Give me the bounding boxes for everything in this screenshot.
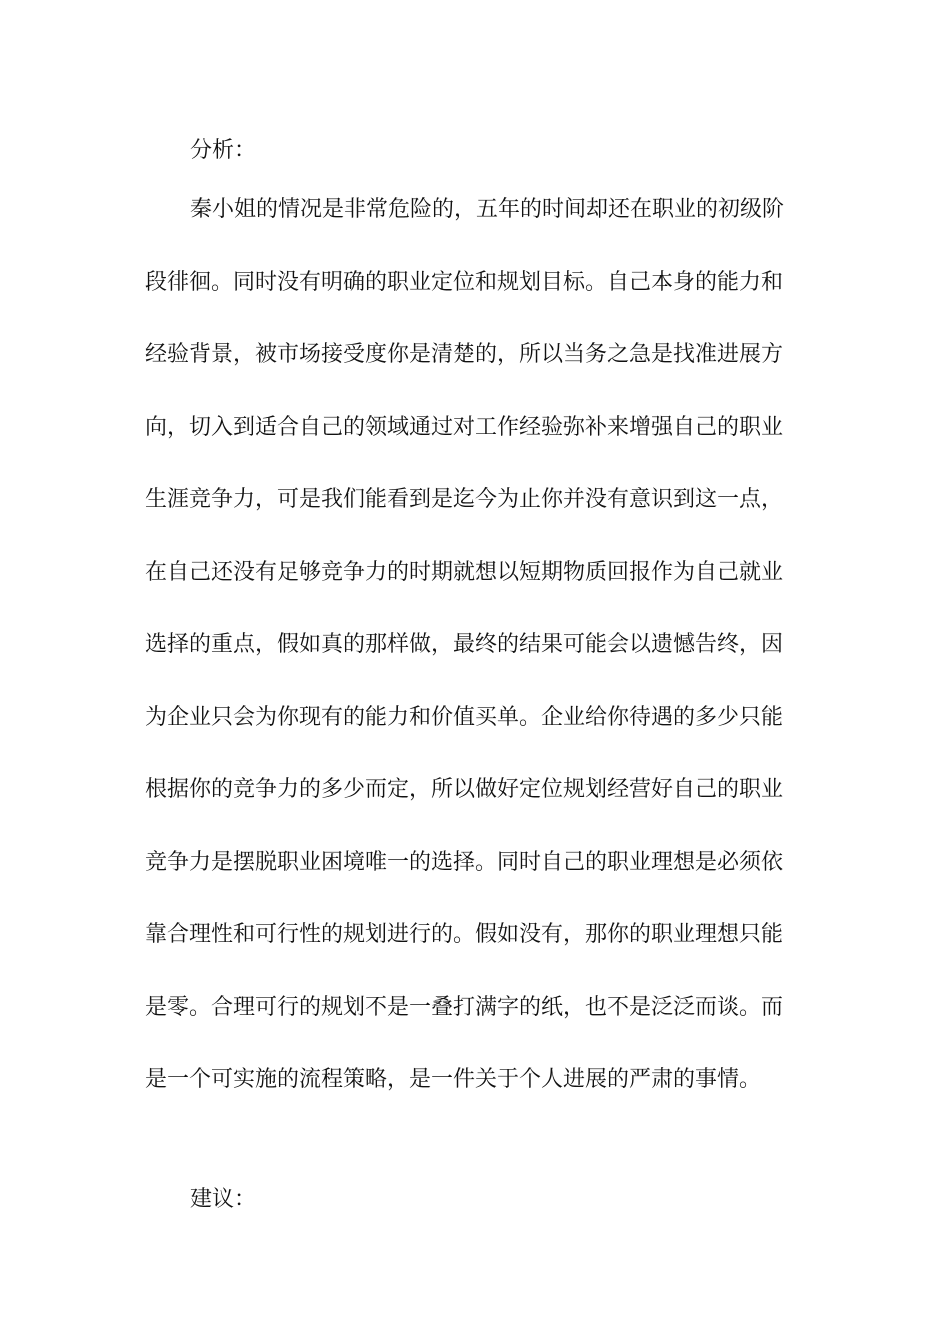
paragraph-line: 向，切入到适合自己的领域通过对工作经验弥补来增强自己的职业 bbox=[145, 414, 784, 440]
paragraph-line: 段徘徊。同时没有明确的职业定位和规划目标。自己本身的能力和 bbox=[145, 269, 784, 295]
analysis-paragraph bbox=[145, 195, 805, 1138]
paragraph-line: 靠合理性和可行性的规划进行的。假如没有，那你的职业理想只能 bbox=[145, 922, 784, 947]
paragraph-line: 是一个可实施的流程策略，是一件关于个人进展的严肃的事情。 bbox=[145, 1067, 762, 1092]
paragraph-line: 经验背景，被市场接受度你是清楚的，所以当务之急是找准进展方 bbox=[145, 342, 784, 367]
paragraph-line: 秦小姐的情况是非常危险的，五年的时间却还在职业的初级阶 bbox=[190, 197, 785, 222]
paragraph-line: 竞争力是摆脱职业困境唯一的选择。同时自己的职业理想是必须依 bbox=[145, 849, 784, 875]
paragraph-line: 在自己还没有足够竞争力的时期就想以短期物质回报作为自己就业 bbox=[145, 559, 784, 585]
paragraph-line: 根据你的竞争力的多少而定，所以做好定位规划经营好自己的职业 bbox=[145, 777, 784, 802]
paragraph-line: 为企业只会为你现有的能力和价值买单。企业给你待遇的多少只能 bbox=[145, 704, 784, 730]
paragraph-line: 选择的重点，假如真的那样做，最终的结果可能会以遗憾告终，因 bbox=[145, 632, 784, 657]
paragraph-line: 是零。合理可行的规划不是一叠打满字的纸，也不是泛泛而谈。而 bbox=[145, 994, 784, 1020]
heading-analysis: 分析： bbox=[190, 138, 257, 163]
paragraph-line: 生涯竞争力，可是我们能看到是迄今为止你并没有意识到这一点， bbox=[145, 487, 784, 512]
heading-advice: 建议： bbox=[190, 1187, 257, 1212]
